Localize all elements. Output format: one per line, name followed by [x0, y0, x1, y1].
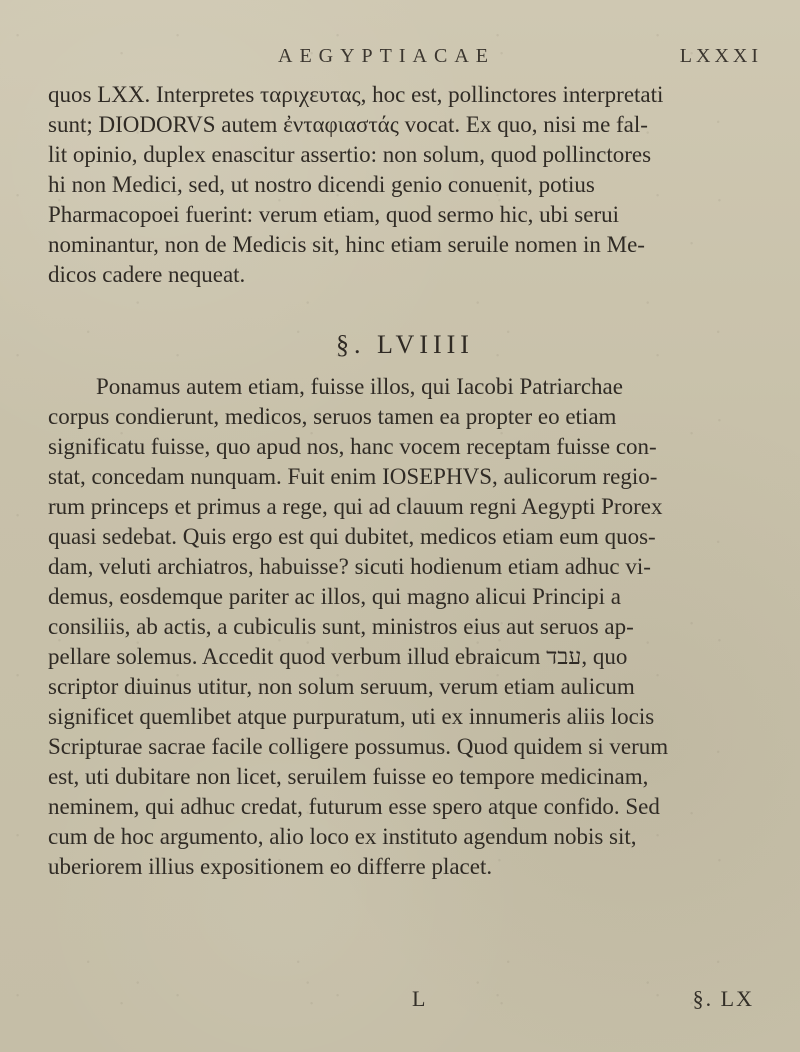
text-line: sunt; DIODORVS autem ἐνταφιαστάς vocat. Ex quo, nisi me fal- [48, 112, 648, 137]
paragraph-one [48, 80, 762, 290]
page-header [48, 38, 762, 76]
text-line: Pharmacopoei fuerint: verum etiam, quod sermo hic, ubi serui [48, 202, 620, 227]
text-line: rum princeps et primus a rege, qui ad clauum regni Aegypti Prorex [48, 494, 663, 519]
page-footer [48, 986, 762, 1014]
running-title: AEGYPTIACAE [278, 45, 495, 67]
text-line: quos LXX. Interpretes ταριχευτας, hoc est, pollinctores interpretati [48, 82, 664, 107]
section-heading: §. LVIIII [336, 330, 474, 359]
text-line: uberiorem illius expositionem eo differre placet. [48, 854, 493, 879]
text-line: corpus condierunt, medicos, seruos tamen ea propter eo etiam [48, 404, 617, 429]
page-number: LXXXI [679, 45, 762, 67]
text-line: stat, concedam nunquam. Fuit enim IOSEPHVS, aulicorum regio- [48, 464, 658, 489]
text-line: nominantur, non de Medicis sit, hinc etiam seruile nomen in Me- [48, 232, 645, 257]
paragraph-two [48, 372, 762, 882]
text-line: dam, veluti archiatros, habuisse? sicuti hodienum etiam adhuc vi- [48, 554, 651, 579]
text-line: significatu fuisse, quo apud nos, hanc vocem receptam fuisse con- [48, 434, 657, 459]
text-line: significet quemlibet atque purpuratum, uti ex innumeris aliis locis [48, 704, 655, 729]
text-line: scriptor diuinus utitur, non solum seruum, verum etiam aulicum [48, 674, 635, 699]
text-line: est, uti dubitare non licet, seruilem fuisse eo tempore medicinam, [48, 764, 649, 789]
text-line: pellare solemus. Accedit quod verbum illud ebraicum עבד, quo [48, 644, 628, 669]
text-line: quasi sedebat. Quis ergo est qui dubitet, medicos etiam eum quos- [48, 524, 656, 549]
text-line: Ponamus autem etiam, fuisse illos, qui Iacobi Patriarchae [96, 374, 623, 399]
text-line: neminem, qui adhuc credat, futurum esse spero atque confido. Sed [48, 794, 660, 819]
text-line: lit opinio, duplex enascitur assertio: non solum, quod pollinctores [48, 142, 652, 167]
text-line: dicos cadere nequeat. [48, 262, 246, 287]
text-line: hi non Medici, sed, ut nostro dicendi genio conuenit, potius [48, 172, 595, 197]
text-line: cum de hoc argumento, alio loco ex instituto agendum nobis sit, [48, 824, 637, 849]
text-line: Scripturae sacrae facile colligere possumus. Quod quidem si verum [48, 734, 669, 759]
text-line: consiliis, ab actis, a cubiculis sunt, ministros eius aut seruos ap- [48, 614, 634, 639]
signature-mark: L [412, 986, 428, 1011]
text-line: demus, eosdemque pariter ac illos, qui magno alicui Principi a [48, 584, 621, 609]
catchword: §. LX [692, 986, 754, 1011]
